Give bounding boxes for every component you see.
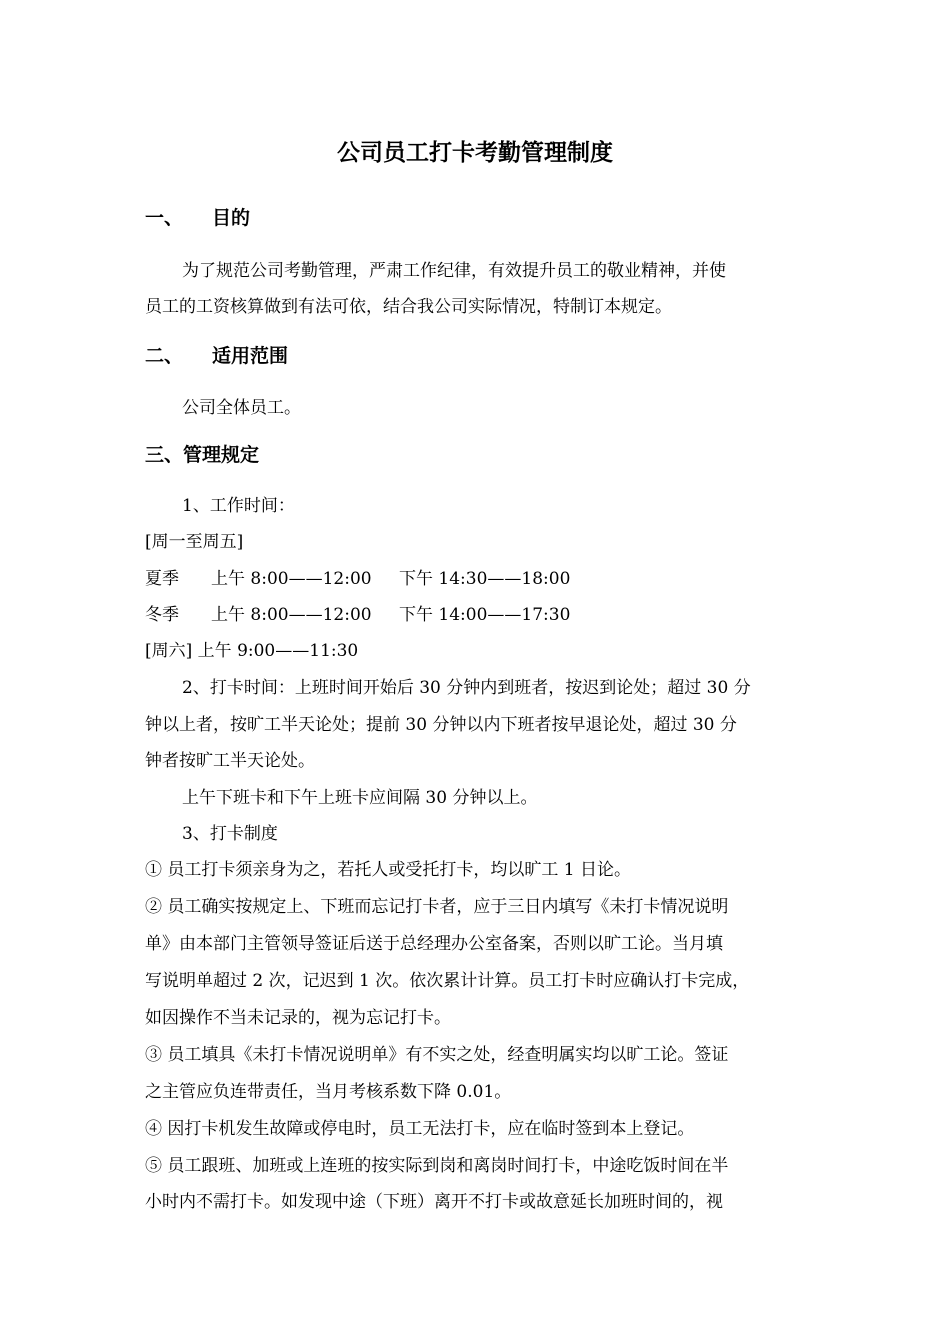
paragraph-line: 员工的工资核算做到有法可依，结合我公司实际情况，特制订本规定。	[145, 297, 672, 317]
paragraph-line: 为了规范公司考勤管理，严肃工作纪律，有效提升员工的敬业精神，并使	[182, 261, 726, 281]
punch-rules-heading: 3、打卡制度	[182, 824, 278, 844]
paragraph-line: 钟者按旷工半天论处。	[145, 751, 315, 771]
summer-schedule	[145, 564, 570, 589]
section-label: 适用范围	[212, 345, 289, 367]
rule-line: 小时内不需打卡。如发现中途（下班）离开不打卡或故意延长加班时间的，视	[145, 1192, 723, 1212]
rule-line: ① 员工打卡须亲身为之，若托人或受托打卡，均以旷工 1 日论。	[145, 860, 632, 880]
rule-line: 单》由本部门主管领导签证后送于总经理办公室备案，否则以旷工论。当月填	[145, 934, 723, 954]
season-label: 冬季	[145, 605, 179, 625]
afternoon-hours: 下午 14:30——18:00	[399, 569, 571, 589]
weekday-label: [周一至周五]	[145, 532, 244, 552]
section-number: 一、	[145, 207, 184, 229]
season-label: 夏季	[145, 569, 179, 589]
paragraph-line: 公司全体员工。	[182, 398, 301, 418]
rule-line: ③ 员工填具《未打卡情况说明单》有不实之处，经查明属实均以旷工论。签证	[145, 1045, 729, 1065]
rule-line: ⑤ 员工跟班、加班或上连班的按实际到岗和离岗时间打卡，中途吃饭时间在半	[145, 1156, 729, 1176]
saturday-schedule: [周六] 上午 9:00——11:30	[145, 641, 359, 661]
section-number: 二、	[145, 345, 184, 367]
section-heading-scope	[145, 341, 288, 368]
afternoon-hours: 下午 14:00——17:30	[399, 605, 571, 625]
rule-line: 之主管应负连带责任，当月考核系数下降 0.01。	[145, 1082, 512, 1102]
section-label: 目的	[212, 207, 251, 229]
paragraph-line: 上午下班卡和下午上班卡应间隔 30 分钟以上。	[182, 788, 538, 808]
winter-schedule	[145, 600, 570, 625]
rule-line: 如因操作不当未记录的，视为忘记打卡。	[145, 1008, 451, 1028]
paragraph-line: 2、打卡时间：上班时间开始后 30 分钟内到班者，按迟到论处；超过 30 分	[182, 678, 751, 698]
paragraph-line: 钟以上者，按旷工半天论处；提前 30 分钟以内下班者按早退论处，超过 30 分	[145, 715, 737, 735]
morning-hours: 上午 8:00——12:00	[211, 605, 372, 625]
work-time-heading: 1、工作时间：	[182, 496, 295, 516]
rule-line: ② 员工确实按规定上、下班而忘记打卡者，应于三日内填写《未打卡情况说明	[145, 897, 729, 917]
rule-line: 写说明单超过 2 次，记迟到 1 次。依次累计计算。员工打卡时应确认打卡完成，	[145, 971, 750, 991]
rule-line: ④ 因打卡机发生故障或停电时，员工无法打卡，应在临时签到本上登记。	[145, 1119, 695, 1139]
section-heading-purpose	[145, 203, 250, 230]
document-title: 公司员工打卡考勤管理制度	[337, 140, 613, 166]
morning-hours: 上午 8:00——12:00	[211, 569, 372, 589]
section-heading-rules: 三、管理规定	[145, 444, 260, 466]
